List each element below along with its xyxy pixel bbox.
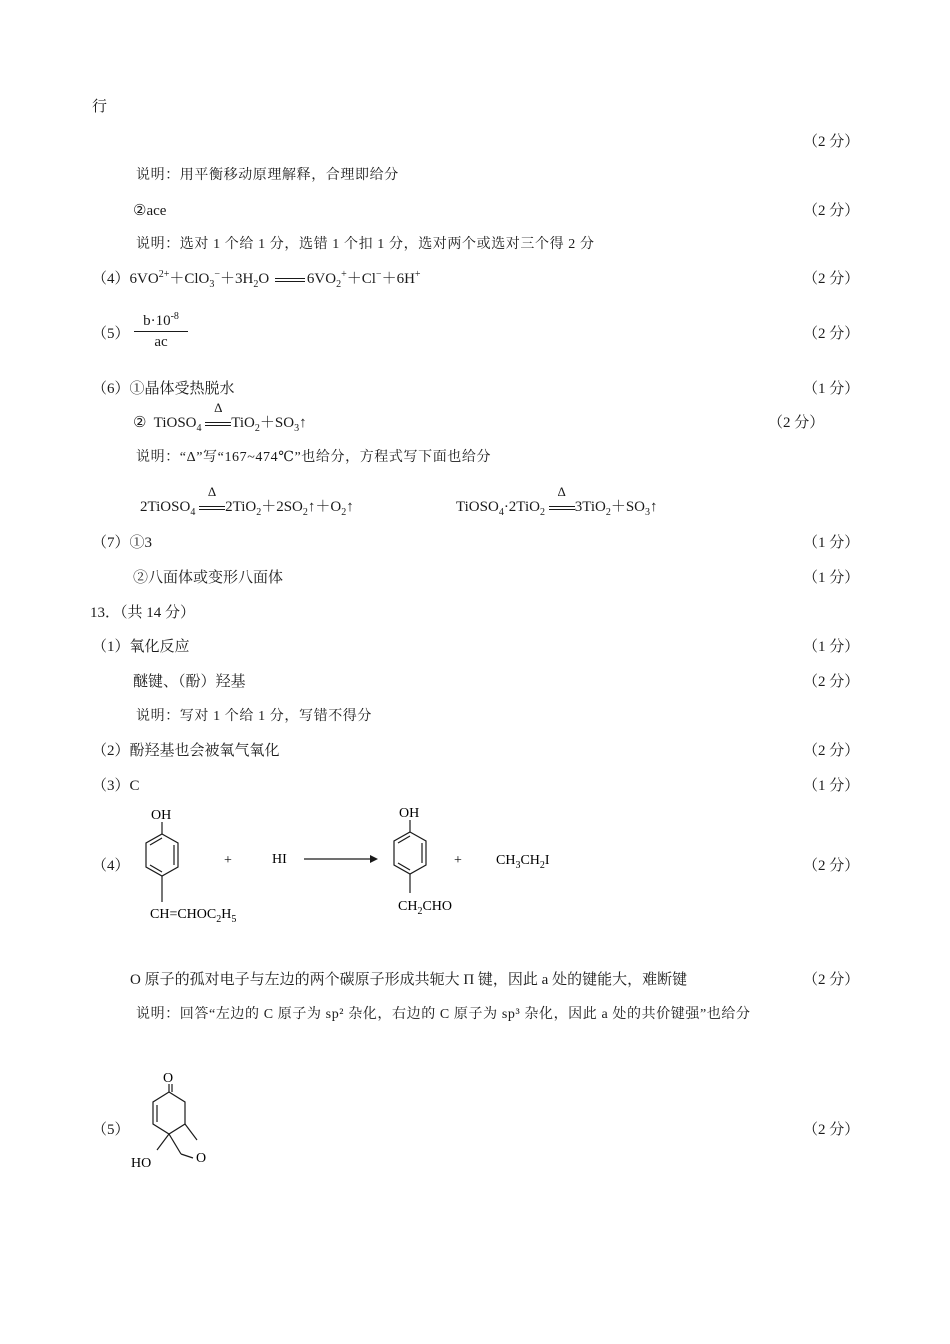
arrow-head (370, 855, 378, 863)
score: （2 分） (768, 415, 825, 431)
q7-2: ②八面体或变形八面体 (133, 570, 284, 586)
note-write: 说明：写对 1 个给 1 分，写错不得分 (136, 709, 372, 724)
q4-equation: $(4)6VO^{2+}+ClO_3^-+3H_2O$ $6VO_2^++Cl^-+6H^+$ (92, 269, 421, 290)
score: （2 分） (803, 203, 860, 219)
score: （2 分） (803, 972, 860, 988)
ethyl-iodide: $CH_3CH_2I$ (496, 853, 550, 871)
score: （2 分） (803, 1122, 860, 1138)
q13-4-explanation: O 原子的孤对电子与左边的两个碳原子形成共轭大 Π 键，因此 a 处的键能大，难断键 (130, 972, 688, 988)
q5-fraction: $b\cdot 10^{-8}$ ac (134, 311, 188, 352)
q13-3: （3）C (92, 778, 140, 794)
reactant-ring (146, 822, 178, 902)
q13-title: 13．（共 14 分） (90, 605, 196, 621)
score: （1 分） (803, 778, 860, 794)
score: （2 分） (803, 858, 860, 874)
q6-1: （6）①晶体受热脱水 (92, 381, 235, 397)
bicyclic-structure (125, 1070, 225, 1180)
plus-sign: + (454, 853, 462, 868)
reaction-scheme (120, 805, 580, 930)
alt-equation-2: TiOSO$_4$·2TiO$_2$ Δ $3TiO_2+SO_3↑$ (456, 484, 658, 518)
item-ace: ②ace (133, 203, 167, 219)
top-char: 行 (92, 99, 108, 115)
plus-sign: + (224, 853, 232, 868)
q13-2: （2）酚羟基也会被氧气氧化 (92, 743, 280, 759)
score: （1 分） (803, 535, 860, 551)
score: （2 分） (803, 134, 860, 150)
score: （2 分） (803, 743, 860, 759)
score: （2 分） (803, 326, 860, 342)
q5-label: （5） (92, 326, 130, 342)
note-hybridization: 说明：回答“左边的 C 原子为 sp² 杂化，右边的 C 原子为 sp³ 杂化，因此 a 处的共价键强”也给分 (136, 1007, 751, 1022)
product-oh: OH (399, 806, 420, 821)
note-selection: 说明：选对 1 个给 1 分，选错 1 个扣 1 分，选对两个或选对三个得 2 分 (136, 237, 595, 252)
q6-2-equation: ② TiOSO$_4$ Δ $TiO_2+SO_3↑$ (133, 400, 307, 434)
reactant-substituent: $CH=CHOC_2H_5$ (150, 907, 237, 925)
hydroxyl: HO (131, 1156, 152, 1171)
alt-equation-1: 2TiOSO$_4$ Δ $2TiO_2+2SO_2↑+O_2↑$ (140, 484, 354, 518)
q13-1: （1）氧化反应 (92, 639, 190, 655)
score: （1 分） (803, 381, 860, 397)
q13-4-label: （4） (92, 858, 130, 874)
product-substituent: $CH_2CHO$ (398, 899, 453, 917)
reactant-oh: OH (151, 808, 172, 823)
q7-1: （7）①3 (92, 535, 153, 551)
score: （1 分） (803, 639, 860, 655)
score: （1 分） (803, 570, 860, 586)
ketone-o: O (163, 1071, 174, 1086)
note-delta: 说明：“Δ”写“167~474℃”也给分，方程式写下面也给分 (136, 450, 492, 465)
hi-reagent: HI (272, 852, 287, 867)
product-ring (394, 820, 426, 893)
note-equilibrium: 说明：用平衡移动原理解释，合理即给分 (136, 168, 399, 183)
ring-o: O (196, 1151, 207, 1166)
score: （2 分） (803, 674, 860, 690)
q13-1b: 醚键、（酚）羟基 (133, 674, 246, 690)
score: （2 分） (803, 271, 860, 287)
q13-5-label: （5） (92, 1122, 130, 1138)
